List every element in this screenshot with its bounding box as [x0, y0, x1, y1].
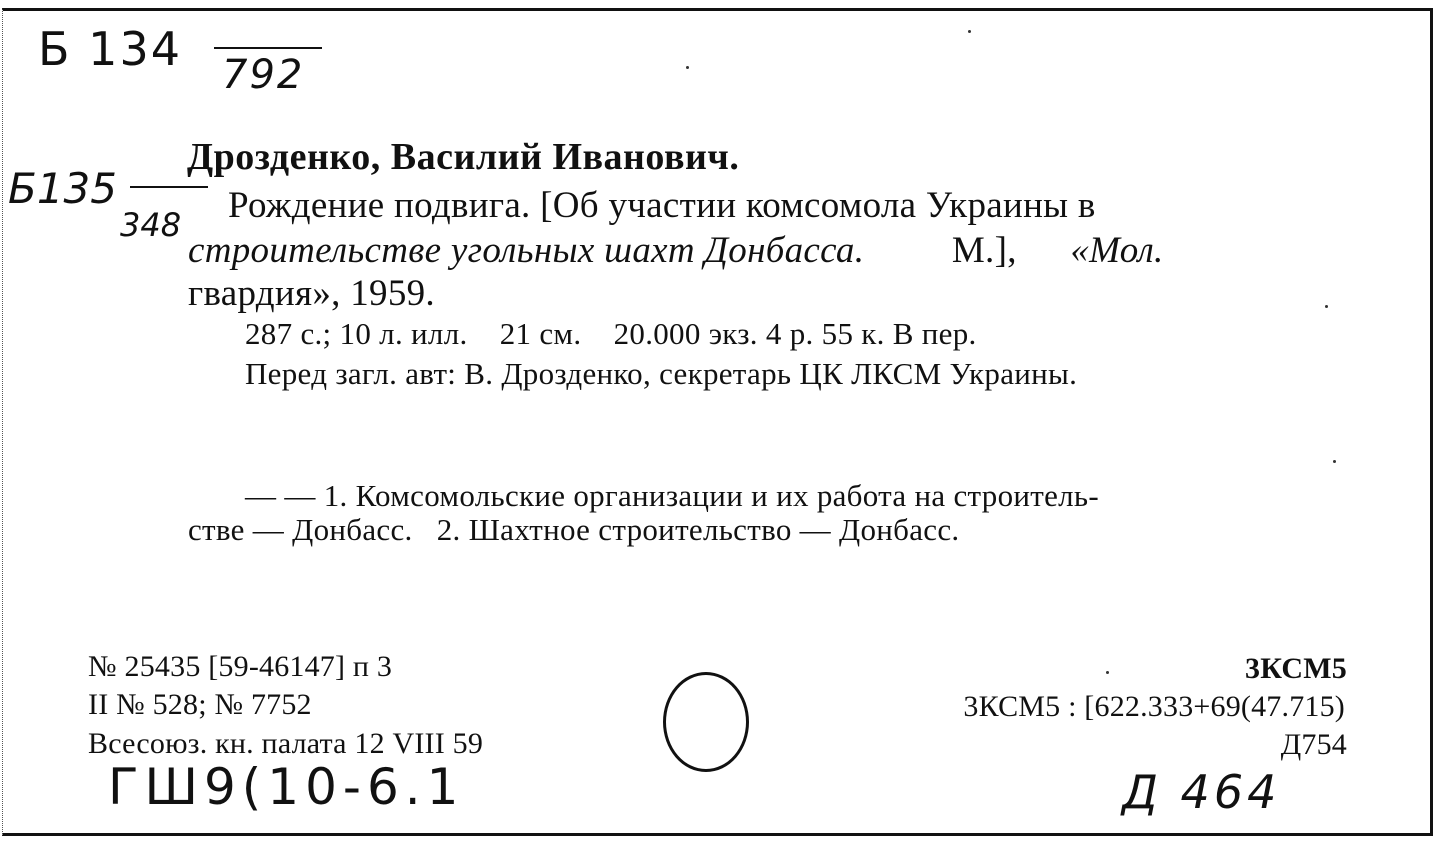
punch-hole	[663, 672, 749, 772]
handwritten-shelfmark-2: Б135	[8, 164, 117, 213]
title-line-1: Рождение подвига. [Об участии комсомола Украины в	[228, 185, 1096, 226]
title-line-3: гвардия», 1959.	[188, 273, 435, 314]
footer-left-line-3: Всесоюз. кн. палата 12 VIII 59	[88, 727, 484, 760]
handwritten-bottom-left: ГШ9(10-6.1	[108, 758, 465, 816]
title-line-2	[188, 229, 1164, 272]
footer-left-line-1: № 25435 [59-46147] п 3	[88, 650, 393, 683]
subjects-line-2: стве — Донбасс. 2. Шахтное строительство — Донбасс.	[188, 512, 960, 547]
fraction-line-2	[130, 186, 208, 188]
title-line-2-publisher: «Мол.	[1070, 230, 1164, 271]
scan-speck	[1333, 460, 1336, 463]
handwritten-bottom-right: Д 464	[1122, 765, 1281, 819]
title-line-2-place: М.],	[951, 230, 1017, 271]
subjects-line-1: — — 1. Комсомольские организации и их работа на строитель-	[245, 478, 1099, 513]
scan-speck	[1325, 305, 1328, 308]
scan-speck	[1106, 671, 1109, 674]
handwritten-shelfmark-1: Б 134	[38, 22, 182, 76]
physical-description: 287 с.; 10 л. илл. 21 см. 20.000 экз. 4 р. 55 к. В пер.	[245, 316, 977, 351]
classification-index: 3КСМ5 : [622.333+69(47.715)	[963, 690, 1345, 723]
scan-speck	[968, 30, 971, 33]
author-note: Перед загл. авт: В. Дрозденко, секретарь ЦК ЛКСМ Украины.	[245, 356, 1078, 391]
handwritten-shelfmark-1-denominator: 792	[222, 52, 305, 98]
title-line-2-main: строительстве угольных шахт Донбасса.	[188, 230, 865, 271]
footer-left-line-2: II № 528; № 7752	[88, 688, 312, 721]
scan-speck	[686, 66, 689, 69]
classification-code: 3КСМ5	[1245, 652, 1347, 685]
author-mark: Д754	[1280, 728, 1347, 761]
handwritten-shelfmark-2-denominator: 348	[120, 206, 182, 244]
fraction-line-1	[214, 47, 322, 49]
author-heading: Дрозденко, Василий Иванович.	[187, 136, 740, 178]
